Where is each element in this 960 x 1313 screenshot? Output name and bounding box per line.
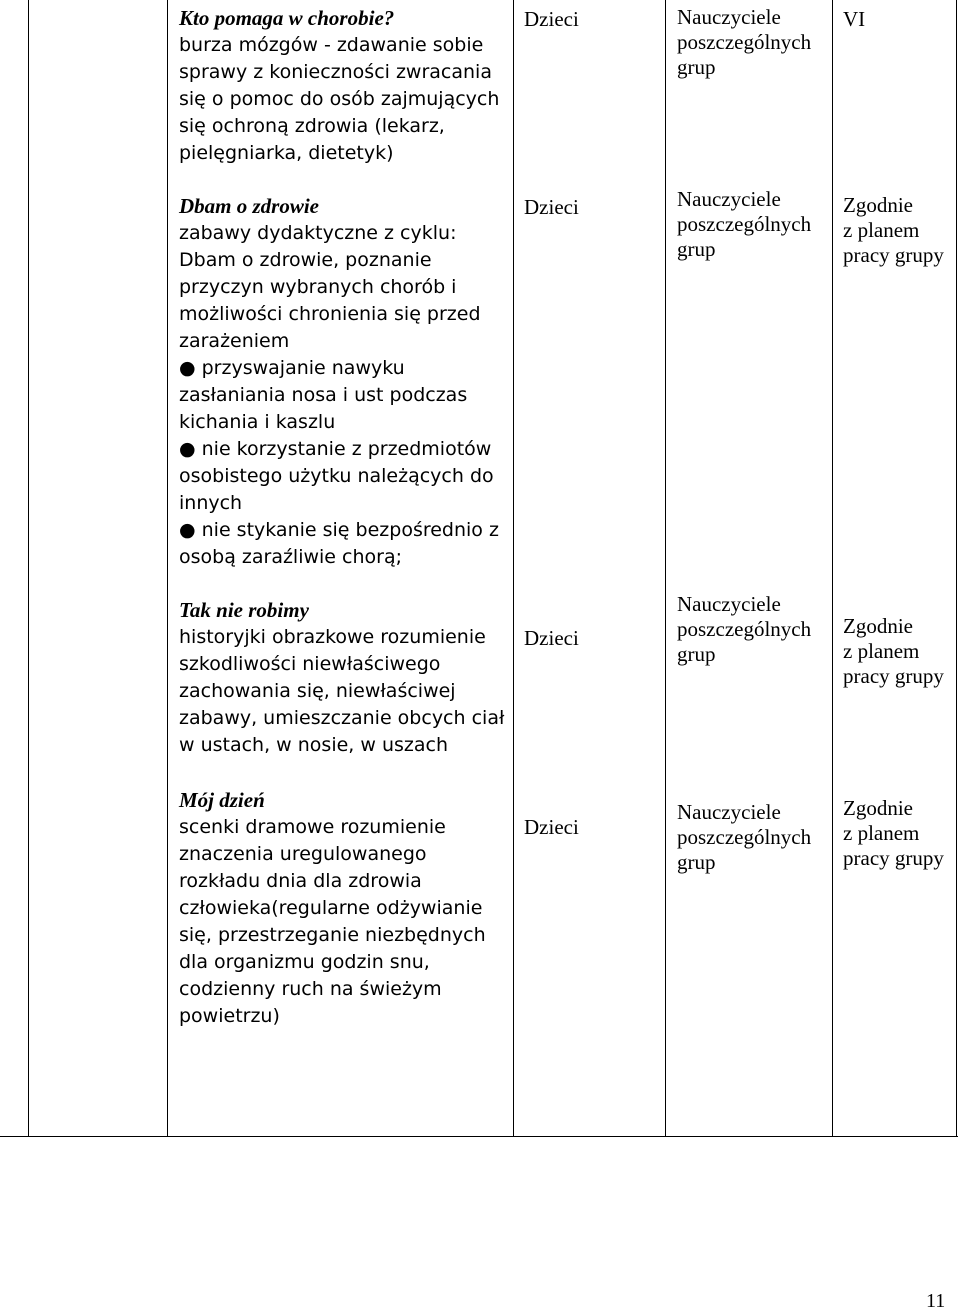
activity-line: scenki dramowe rozumienie [179,816,446,838]
activity-line: zasłaniania nosa i ust podczas [179,384,468,406]
activity-line: codzienny ruch na świeżym [179,978,442,1000]
term-line: z planem [843,218,920,242]
term-cell [843,796,944,871]
table-border-left [28,0,29,1137]
term-line: pracy grupy [843,664,944,688]
activity-line: osobą zaraźliwie chorą; [179,546,403,568]
activity-title: Tak nie robimy [179,598,309,622]
activity-line: zarażeniem [179,330,290,352]
term-line: Zgodnie [843,614,913,638]
responsible-line: Nauczyciele [677,187,781,211]
activity-line: się ochroną zdrowia (lekarz, [179,115,445,137]
responsible-line: poszczególnych [677,825,812,849]
responsible-line: poszczególnych [677,212,812,236]
responsible-line: Nauczyciele [677,592,781,616]
activity-line: zabawy, umieszczanie obcych ciał [179,707,505,729]
activity-line: znaczenia uregulowanego [179,843,427,865]
activity-title: Kto pomaga w chorobie? [179,6,395,30]
term-line: Zgodnie [843,193,913,217]
responsible-line: grup [677,55,716,79]
responsible-cell [677,800,811,875]
activity-title: Dbam o zdrowie [179,194,320,218]
table-divider-1 [167,0,168,1137]
activity-line: człowieka(regularne odżywianie [179,897,483,919]
term-line: VI [843,7,866,31]
activity-line: sprawy z konieczności zwracania [179,61,492,83]
term-line: z planem [843,639,920,663]
table-divider-2 [513,0,514,1137]
activity-line: ● przyswajanie nawyku [179,357,405,379]
table-divider-3 [665,0,666,1137]
page-number: 11 [926,1290,946,1312]
activity-line: ● nie stykanie się bezpośrednio z [179,519,499,541]
term-line: Zgodnie [843,796,913,820]
participants-cell: Dzieci [524,195,579,219]
responsible-line: poszczególnych [677,30,812,54]
activity-line: ● nie korzystanie z przedmiotów [179,438,492,460]
activity-line: się o pomoc do osób zajmujących [179,88,500,110]
activity-line: zachowania się, niewłaściwej [179,680,456,702]
activity-line: innych [179,492,243,514]
participants-cell: Dzieci [524,626,579,650]
term-line: pracy grupy [843,846,944,870]
activity-line: przyczyn wybranych chorób i [179,276,457,298]
activity-cell [179,193,509,571]
term-cell [843,193,944,268]
activity-cell [179,5,509,167]
activity-line: rozkładu dnia dla zdrowia [179,870,422,892]
table-border-right [956,0,957,1137]
activity-line: zabawy dydaktyczne z cyklu: [179,222,457,244]
table-divider-4 [832,0,833,1137]
activity-line: burza mózgów - zdawanie sobie [179,34,484,56]
activity-cell [179,787,509,1030]
activity-line: szkodliwości niewłaściwego [179,653,441,675]
responsible-line: grup [677,237,716,261]
table-border-bottom [0,1136,958,1137]
activity-line: pielęgniarka, dietetyk) [179,142,394,164]
participants-cell: Dzieci [524,815,579,839]
responsible-line: grup [677,850,716,874]
term-cell [843,614,944,689]
activity-cell [179,597,509,759]
activity-title: Mój dzień [179,788,265,812]
activity-line: powietrzu) [179,1005,280,1027]
responsible-cell [677,5,811,80]
activity-line: historyjki obrazkowe rozumienie [179,626,486,648]
responsible-line: Nauczyciele [677,800,781,824]
term-cell [843,7,865,32]
participants-cell: Dzieci [524,7,579,31]
term-line: pracy grupy [843,243,944,267]
responsible-line: poszczególnych [677,617,812,641]
responsible-cell [677,592,811,667]
responsible-line: Nauczyciele [677,5,781,29]
responsible-line: grup [677,642,716,666]
activity-line: dla organizmu godzin snu, [179,951,430,973]
activity-line: w ustach, w nosie, w uszach [179,734,448,756]
activity-line: się, przestrzeganie niezbędnych [179,924,486,946]
activity-line: możliwości chronienia się przed [179,303,481,325]
activity-line: Dbam o zdrowie, poznanie [179,249,432,271]
term-line: z planem [843,821,920,845]
activity-line: osobistego użytku należących do [179,465,494,487]
responsible-cell [677,187,811,262]
activity-line: kichania i kaszlu [179,411,336,433]
